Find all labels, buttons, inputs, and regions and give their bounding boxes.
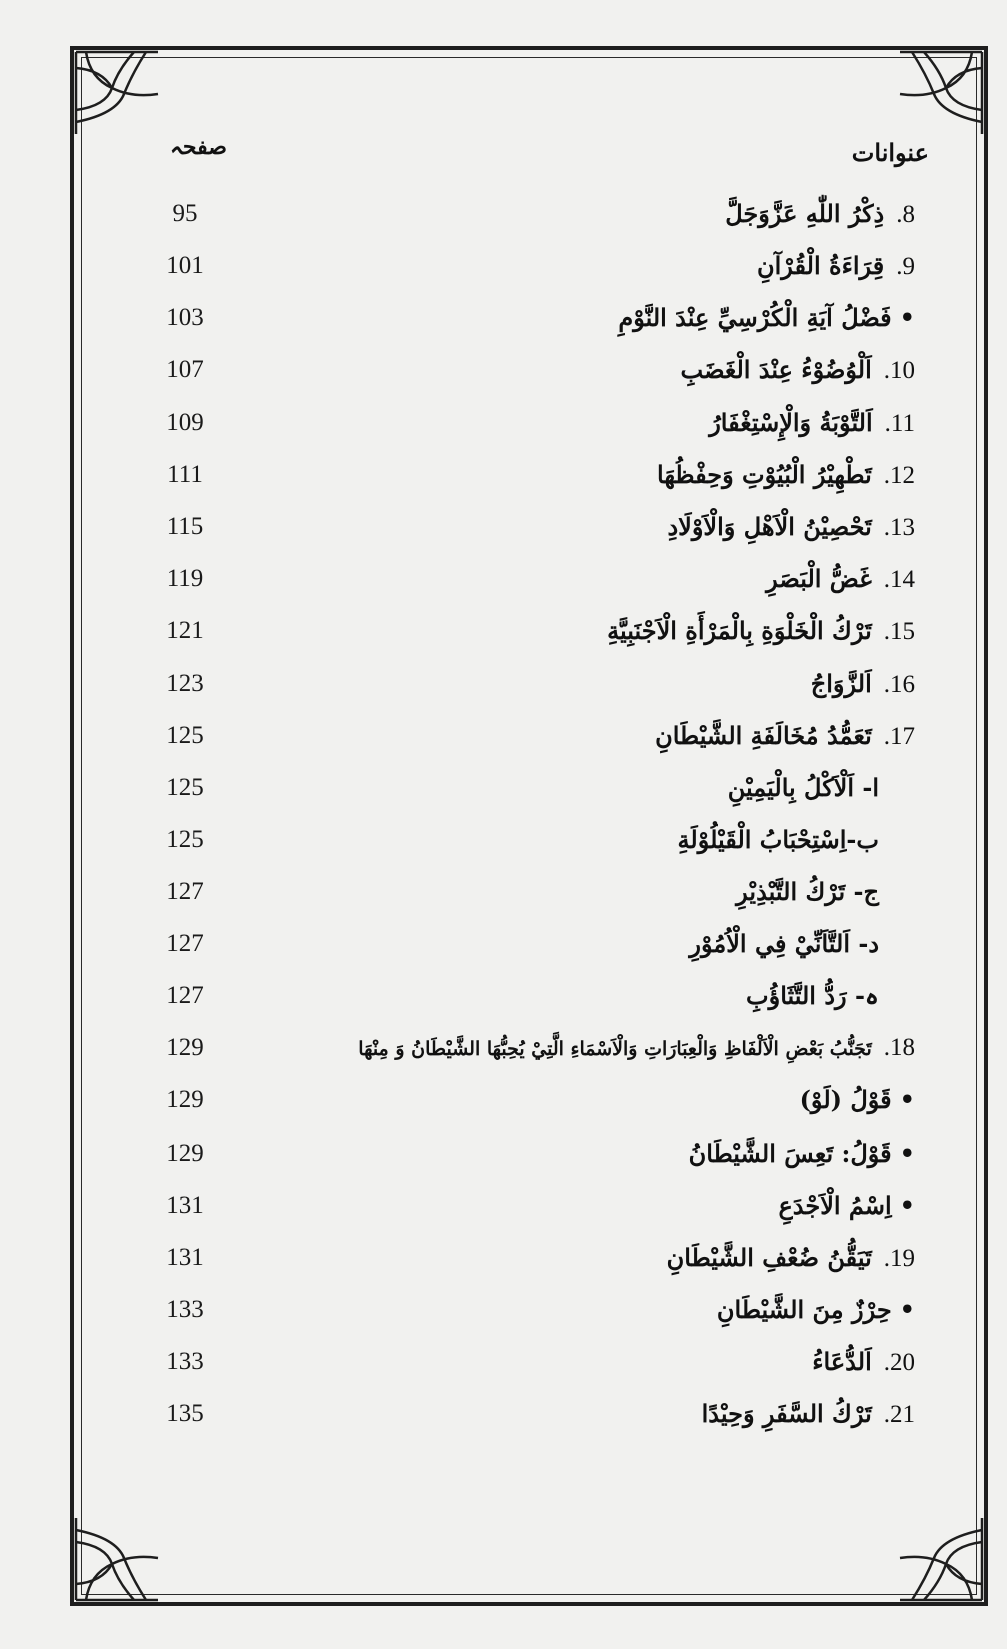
toc-entry-page: 133 [166,1296,204,1323]
toc-entry [0,188,1007,240]
toc-entry [0,344,1007,396]
toc-entry-title [195,1074,915,1126]
corner-ornament-bottom-left [72,1514,162,1604]
toc-entry-title [195,1128,915,1180]
toc-entry-title [195,918,915,970]
toc-entry-title [195,1284,915,1336]
toc-entry-page: 125 [166,722,204,749]
toc-entry-page: 129 [166,1086,204,1113]
toc-entry [0,1180,1007,1232]
toc-entry-text: قَوْلُ (لَوْ) [799,1085,892,1114]
toc-entry [0,240,1007,292]
toc-entry-page: 107 [166,356,204,383]
toc-entry [0,970,1007,1022]
toc-entry-title [195,970,915,1022]
toc-entry-number: 13. [883,514,915,541]
toc-entry-number: 17. [883,723,915,750]
toc-entry-title [195,814,915,866]
corner-ornament-top-left [72,48,162,138]
toc-entry-text: اَلْوُضُوْءُ عِنْدَ الْغَضَبِ [680,355,872,384]
toc-entry [0,1022,1007,1074]
toc-entry-page: 125 [166,774,204,801]
toc-entry-text: اَلدُّعَاءُ [812,1347,872,1376]
toc-entry-text: تَجَنُّبُ بَعْضِ الْاَلْفَاظِ وَالْعِبَارَاتِ وَالْاَسْمَاءِ الَّتِيْ يُحِبُّهَا الشَّيْطَانُ وَ مِنْهَا [358,1038,872,1060]
toc-entry-text: د- اَلتَّاَنِّيْ فِي الْاُمُوْرِ [689,929,879,958]
toc-entry-text: ا- اَلْاَكْلُ بِالْيَمِيْنِ [727,773,879,802]
toc-entry-page: 127 [166,982,204,1009]
toc-entry [0,658,1007,710]
toc-entry-title [195,292,915,344]
bullet-icon: • [899,1085,915,1114]
toc-entry-number: 14. [883,566,915,593]
bullet-icon: • [899,1191,915,1220]
toc-entry-title [195,344,915,397]
toc-entry-title [195,605,915,658]
toc-entry [0,1128,1007,1180]
toc-entry-page: 109 [166,409,204,436]
toc-entry-text: فَضْلُ آيَةِ الْكُرْسِيِّ عِنْدَ النَّوْمِ [618,303,892,332]
toc-entry [0,553,1007,605]
corner-ornament-top-right [896,48,986,138]
toc-entry-number: 21. [883,1401,915,1428]
toc-entry [0,710,1007,762]
toc-entry [0,605,1007,657]
toc-entry-page: 131 [166,1192,204,1219]
toc-entry-title [195,1336,915,1389]
toc-entry [0,1284,1007,1336]
toc-entry-number: 12. [883,462,915,489]
toc-entry-number: 10. [883,357,915,384]
toc-entry-number: 16. [883,671,915,698]
toc-entry-page: 133 [166,1348,204,1375]
toc-entry-number: 8. [896,201,915,228]
toc-entry [0,866,1007,918]
toc-entry-title [195,188,915,241]
bullet-icon: • [899,303,915,332]
toc-entry-title [195,1180,915,1232]
toc-entry-number: 19. [883,1245,915,1272]
toc-entry [0,918,1007,970]
toc-entry [0,1074,1007,1126]
toc-entry [0,1336,1007,1388]
toc-entry-page: 103 [166,304,204,331]
toc-entry-number: 9. [896,253,915,280]
toc-entry-page: 125 [166,826,204,853]
toc-entry-text: تَرْكُ السَّفَرِ وَحِيْدًا [701,1399,872,1428]
toc-entry-number: 11. [884,410,915,437]
toc-entry-page: 119 [166,565,204,592]
toc-entry-page: 123 [166,670,204,697]
toc-entry-title [195,240,915,293]
bullet-icon: • [899,1139,915,1168]
toc-entry-title [195,1232,915,1285]
toc-entry-title [195,1388,915,1441]
toc-entry-number: 18. [883,1034,915,1061]
toc-entry-text: غَضُّ الْبَصَرِ [766,564,872,593]
toc-entry-text: قِرَاءَةُ الْقُرْآنِ [756,251,885,280]
toc-entry [0,762,1007,814]
corner-ornament-bottom-right [896,1514,986,1604]
page-number-heading: صفحہ [170,134,227,160]
toc-entry-page: 127 [166,878,204,905]
toc-entry-number: 15. [883,618,915,645]
toc-entry-text: اِسْمُ الْاَجْدَعِ [778,1191,892,1220]
toc-entry-title [195,553,915,606]
toc-entry-title [195,397,915,450]
toc-header [0,132,1007,172]
toc-entry [0,501,1007,553]
toc-entry [0,397,1007,449]
toc-entry-text: ج- تَرْكُ التَّبْذِيْرِ [736,877,879,906]
toc-entry [0,292,1007,344]
toc-entry-page: 115 [166,513,204,540]
toc-entry-page: 101 [166,252,204,279]
toc-entry-text: ذِكْرُ اللّٰهِ عَزَّوَجَلَّ [725,199,885,228]
toc-entry-text: حِرْزٌ مِنَ الشَّيْطَانِ [716,1295,892,1324]
toc-entry [0,1232,1007,1284]
toc-entry-page: 95 [172,200,198,227]
toc-entry [0,449,1007,501]
toc-entry-page: 129 [166,1140,204,1167]
toc-entry-title [195,762,915,814]
toc-entry-page: 111 [167,461,203,488]
toc-entry-text: قَوْلُ: تَعِسَ الشَّيْطَانُ [688,1139,892,1168]
toc-entry-text: ہ- رَدُّ التَّثَاؤُبِ [746,981,879,1010]
bullet-icon: • [899,1295,915,1324]
toc-entry-text: تَعَمُّدُ مُخَالَفَةِ الشَّيْطَانِ [655,721,872,750]
toc-entry-text: تَرْكُ الْخَلْوَةِ بِالْمَرْأَةِ الْاَجْنَبِيَّةِ [607,616,872,645]
toc-entry-title [195,866,915,918]
toc-entry-page: 131 [166,1244,204,1271]
toc-entry-page: 135 [166,1400,204,1427]
toc-entry-page: 121 [166,617,204,644]
toc-entry [0,1388,1007,1440]
toc-entry [0,814,1007,866]
toc-entry-title [195,658,915,711]
toc-entry-text: تَطْهِيْرُ الْبُيُوْتِ وَحِفْظُهَا [657,460,872,489]
toc-entry-title [195,1022,915,1075]
toc-entry-text: تَحْصِيْنُ الْاَهْلِ وَالْاَوْلَادِ [667,512,872,541]
toc-entry-title [195,501,915,554]
toc-entry-text: تَيَقُّنُ ضُعْفِ الشَّيْطَانِ [666,1243,872,1272]
toc-entry-page: 127 [166,930,204,957]
toc-entry-title [195,710,915,763]
toc-entry-title [195,449,915,502]
topics-heading: عنوانات [851,138,929,167]
toc-entry-number: 20. [883,1349,915,1376]
toc-entry-text: اَلزَّوَاجُ [810,669,872,698]
toc-entry-text: ب-اِسْتِحْبَابُ الْقَيْلُوْلَةِ [677,825,879,854]
toc-entry-page: 129 [166,1034,204,1061]
toc-entry-text: اَلتَّوْبَةُ وَالْإِسْتِغْفَارُ [709,408,873,437]
